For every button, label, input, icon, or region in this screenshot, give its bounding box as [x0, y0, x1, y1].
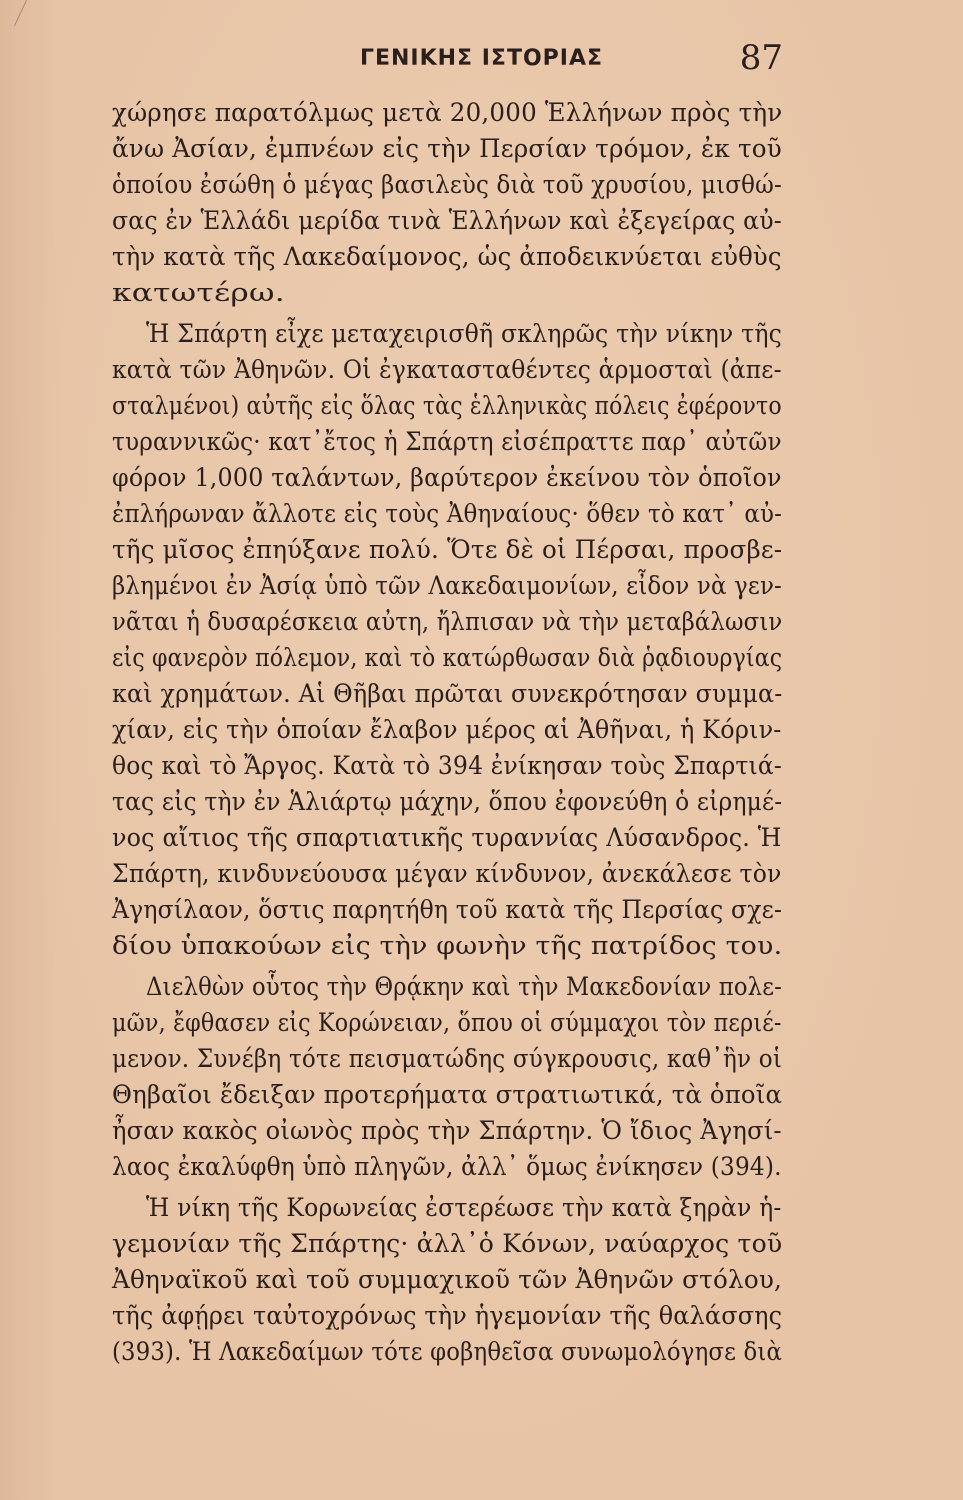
text-line: Σπάρτη, κινδυνεύουσα μέγαν κίνδυνον, ἀνεκάλεσε τὸν: [112, 859, 782, 888]
text-line: δίου ὑπακούων εἰς τὴν φωνὴν τῆς πατρίδος του.: [112, 931, 783, 960]
text-line: (393). Ἡ Λακεδαίμων τότε φοβηθεῖσα συνωμολόγησε διὰ: [112, 1337, 783, 1366]
text-line: νᾶται ἡ δυσαρέσκεια αὐτη, ἤλπισαν νὰ τὴν μεταβάλωσιν: [112, 607, 783, 636]
text-line: γεμονίαν τῆς Σπάρτης· ἀλλ᾽ὁ Κόνων, ναύαρχος τοῦ: [112, 1229, 783, 1258]
text-line: τῆς ἀφῄρει ταὐτοχρόνως τὴν ἡγεμονίαν τῆς θαλάσσης: [112, 1301, 783, 1330]
text-line: τὴν κατὰ τῆς Λακεδαίμονος, ὡς ἀποδεικνύεται εὐθὺς: [112, 242, 782, 271]
text-line: ἄνω Ἀσίαν, ἐμπνέων εἰς τὴν Περσίαν τρόμον, ἐκ τοῦ: [112, 134, 782, 163]
text-line: ἦσαν κακὸς οἰωνὸς πρὸς τὴν Σπάρτην. Ὁ ἴδιος Ἀγησί-: [112, 1116, 782, 1145]
text-line: χώρησε παρατόλμως μετὰ 20,000 Ἑλλήνων πρὸς τὴν: [112, 98, 783, 127]
text-line: Ἡ νίκη τῆς Κορωνείας ἐστερέωσε τὴν κατὰ ξηρὰν ἡ-: [146, 1193, 782, 1222]
text-line: εἰς φανερὸν πόλεμον, καὶ τὸ κατώρθωσαν διὰ ῥᾳδιουργίας: [112, 643, 783, 672]
text-line: μενον. Συνέβη τότε πεισματώδης σύγκρουσις, καθ᾽ἣν οἱ: [112, 1044, 783, 1073]
text-line: ἐπλήρωναν ἄλλοτε εἰς τοὺς Ἀθηναίους· ὅθεν τὸ κατ᾽ αὐ-: [112, 499, 783, 528]
text-line: τας εἰς τὴν ἐν Ἁλιάρτῳ μάχην, ὅπου ἐφονεύθη ὁ εἰρημέ-: [112, 787, 783, 816]
corner-pencil-mark: [14, 0, 49, 26]
text-line: Ἀγησίλαον, ὅστις παρητήθη τοῦ κατὰ τῆς Περσίας σχε-: [112, 895, 783, 924]
text-line: Ἀθηναϊκοῦ καὶ τοῦ συμμαχικοῦ τῶν Ἀθηνῶν στόλου,: [112, 1265, 783, 1294]
text-line: χίαν, εἰς τὴν ὁποίαν ἔλαβον μέρος αἱ Ἀθῆναι, ἡ Κόριν-: [112, 715, 782, 744]
text-line: τῆς μῖσος ἐπηύξανε πολύ. Ὅτε δὲ οἱ Πέρσαι, προσβε-: [112, 535, 783, 564]
text-line: θος καὶ τὸ Ἄργος. Κατὰ τὸ 394 ἐνίκησαν τοὺς Σπαρτιά-: [112, 751, 782, 780]
text-line: κατωτέρω.: [112, 278, 285, 307]
text-line: λαος ἐκαλύφθη ὑπὸ πληγῶν, ἀλλ᾽ ὅμως ἐνίκησεν (394).: [112, 1152, 782, 1181]
running-title: ΓΕΝΙΚΗΣ ΙΣΤΟΡΙΑΣ: [359, 46, 604, 71]
text-line: νος αἴτιος τῆς σπαρτιατικῆς τυραννίας Λύσανδρος. Ἡ: [112, 823, 782, 852]
text-line: Ἡ Σπάρτη εἶχε μεταχειρισθῆ σκληρῶς τὴν νίκην τῆς: [146, 319, 783, 348]
text-line: σας ἐν Ἑλλάδι μερίδα τινὰ Ἑλλήνων καὶ ἐξεγείρας αὐ-: [112, 206, 782, 235]
text-line: καὶ χρημάτων. Αἱ Θῆβαι πρῶται συνεκρότησαν συμμα-: [112, 679, 783, 708]
page-number: 87: [739, 38, 783, 78]
text-line: τυραννικῶς· κατ᾽ἔτος ἡ Σπάρτη εἰσέπραττε παρ᾽ αὐτῶν: [112, 427, 782, 456]
text-line: κατὰ τῶν Ἀθηνῶν. Οἱ ἐγκατασταθέντες ἁρμοσταὶ (ἀπε-: [112, 355, 782, 384]
text-line: ὁποίου ἐσώθη ὁ μέγας βασιλεὺς διὰ τοῦ χρυσίου, μισθώ-: [112, 170, 782, 199]
text-line: μῶν, ἔφθασεν εἰς Κορώνειαν, ὅπου οἱ σύμμαχοι τὸν περιέ-: [112, 1008, 782, 1037]
text-line: σταλμένοι) αὐτῆς εἰς ὅλας τὰς ἑλληνικὰς πόλεις ἐφέροντο: [112, 391, 782, 420]
text-line: φόρον 1,000 ταλάντων, βαρύτερον ἐκείνου τὸν ὁποῖον: [112, 463, 782, 492]
text-line: Διελθὼν οὗτος τὴν Θρᾴκην καὶ τὴν Μακεδονίαν πολε-: [146, 972, 783, 1001]
text-line: Θηβαῖοι ἔδειξαν προτερήματα στρατιωτικά, τὰ ὁποῖα: [112, 1080, 783, 1109]
text-line: βλημένοι ἐν Ἀσίᾳ ὑπὸ τῶν Λακεδαιμονίων, εἶδον νὰ γεν-: [112, 571, 782, 600]
page-header: [0, 38, 963, 98]
